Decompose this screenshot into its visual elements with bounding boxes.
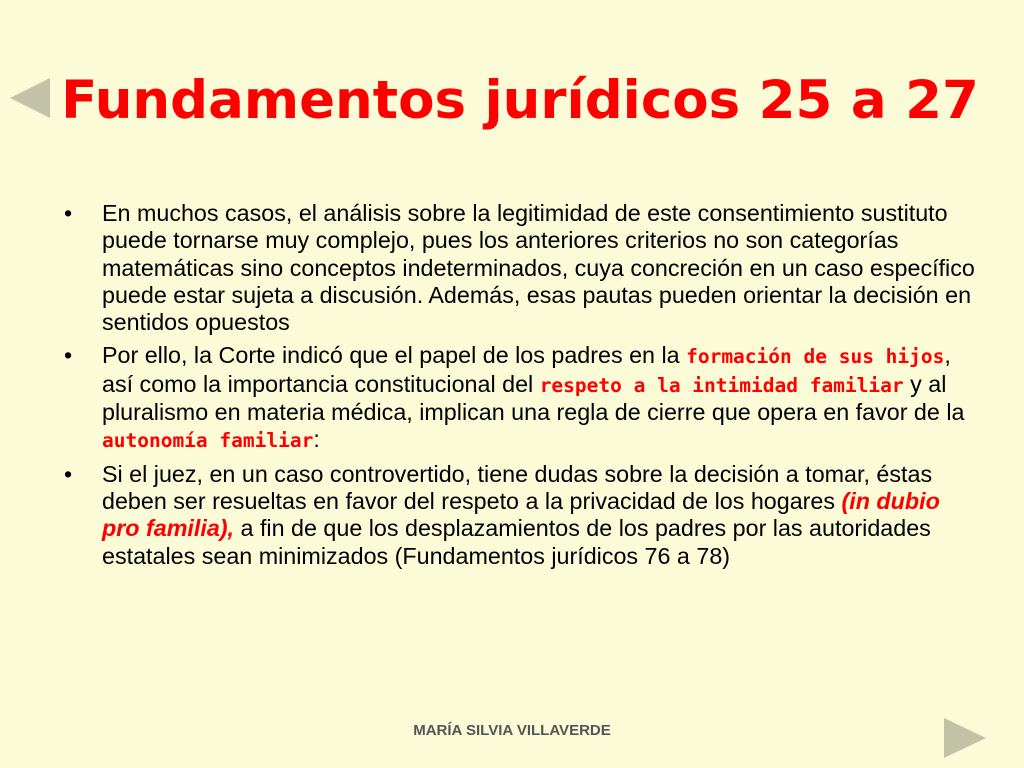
bullet-list	[60, 200, 975, 576]
bullet-marker: •	[64, 460, 73, 487]
list-item	[60, 461, 975, 570]
bullet-marker: •	[64, 200, 73, 226]
triangle-right-icon	[944, 718, 986, 758]
bullet-text: :	[313, 426, 320, 453]
highlight-text: autonomía familiar	[102, 429, 314, 453]
slide-title: Fundamentos jurídicos 25 a 27	[61, 70, 979, 131]
highlight-text: respeto a la intimidad familiar	[539, 373, 904, 397]
bullet-text: Si el juez, en un caso controvertido, tiene dudas sobre la decisión a tomar, éstas deben ser resueltas en favor del respeto a la privacidad de los hogares	[102, 460, 933, 514]
triangle-left-icon	[10, 78, 50, 118]
bullet-text: a fin de que los desplazamientos de los padres por las autoridades estatales sean minimizados (Fundamentos jurídicos 76 a 78)	[102, 515, 931, 569]
bullet-text: En muchos casos, el análisis sobre la legitimidad de este consentimiento sustituto puede tornarse muy complejo, pues los anteriores criterios no son categorías matemáticas sino conceptos indeterminados, cuya concreción en un caso específico puede estar sujeta a discusión. Además, esas pautas pueden orientar la decisión en sentidos opuestos	[102, 200, 975, 336]
slide-footer: MARÍA SILVIA VILLAVERDE	[413, 722, 611, 739]
bullet-text: Por ello, la Corte indicó que el papel de los padres en la	[102, 342, 687, 369]
highlight-text: (in dubio pro familia),	[102, 487, 940, 542]
highlight-text: formación de sus hijos	[686, 345, 945, 369]
next-slide-button[interactable]	[938, 712, 990, 764]
previous-slide-button[interactable]	[6, 74, 54, 122]
list-item	[60, 200, 975, 336]
bullet-marker: •	[64, 342, 73, 369]
bullet-text: , así como la importancia constitucional del	[102, 342, 951, 397]
list-item	[60, 342, 975, 454]
bullet-text: y al pluralismo en materia médica, implican una regla de cierre que opera en favor de la	[102, 370, 965, 426]
